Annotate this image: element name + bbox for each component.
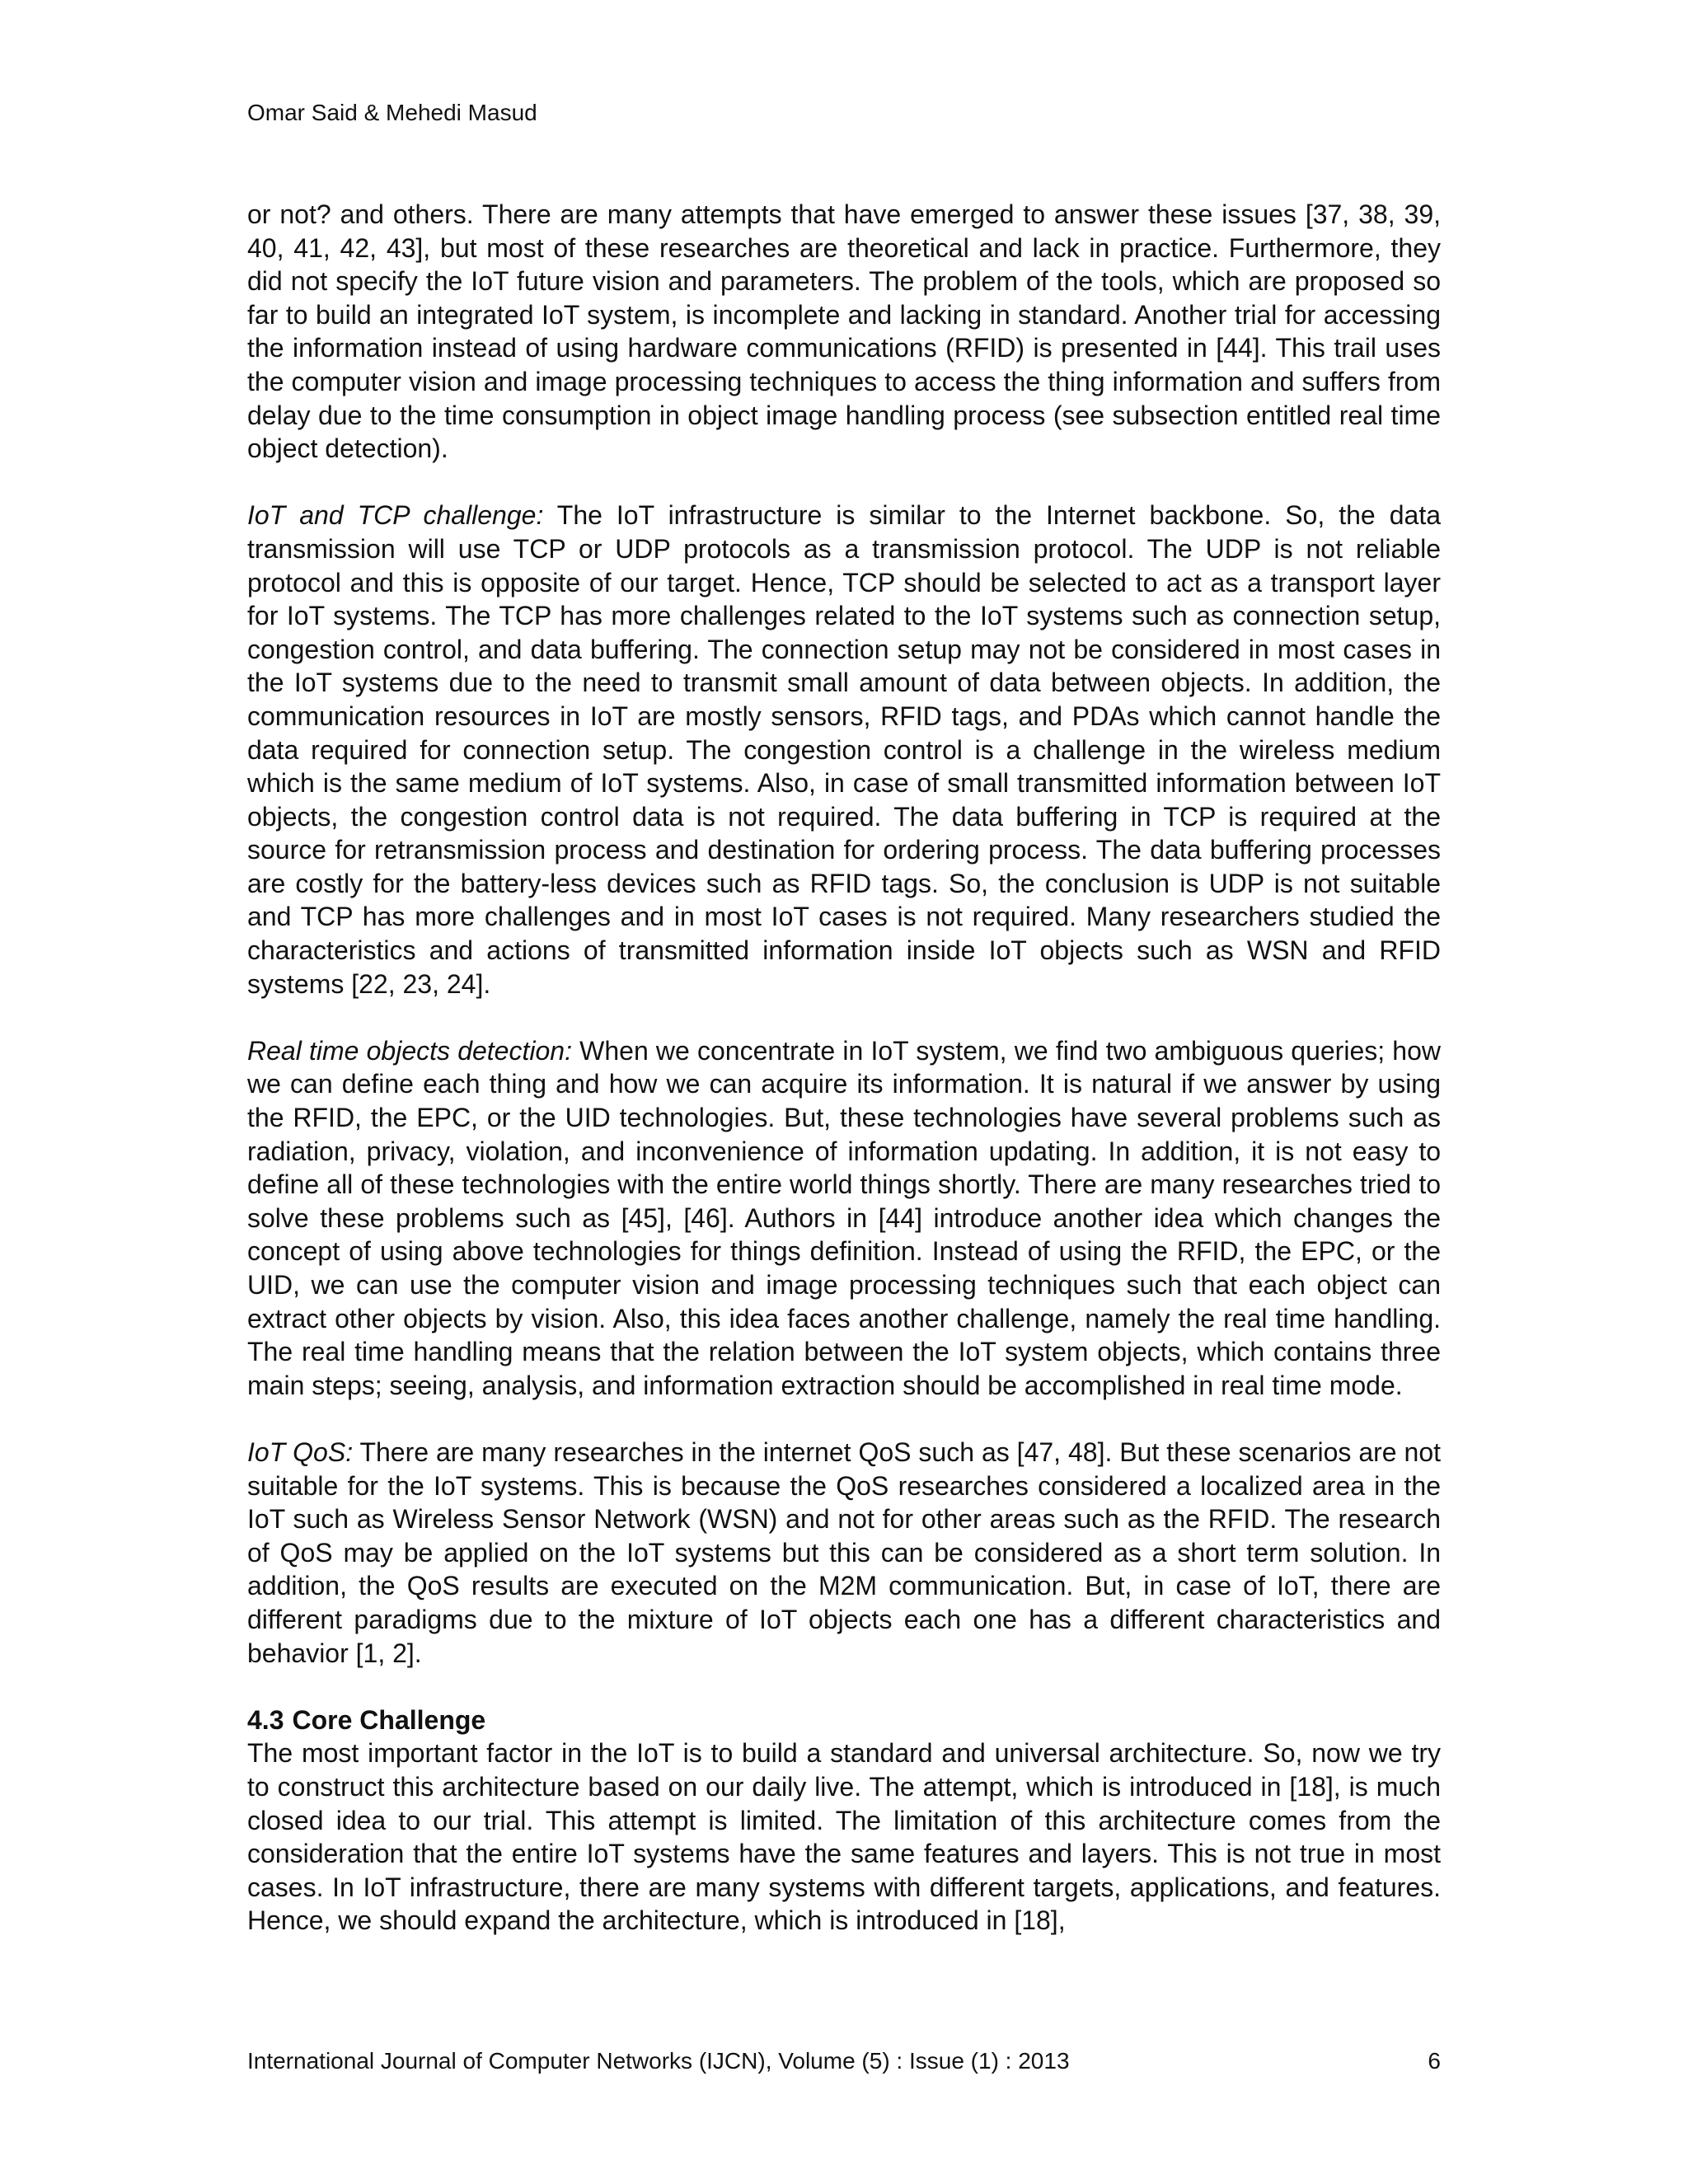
tcp-challenge-text: The IoT infrastructure is similar to the Internet backbone. So, the data transmission will use TCP or UDP protocols as a transmission protocol. The UDP is not reliable protocol and this is opposite of our target. Hence, TCP should be selected to act as a transport layer for IoT systems. The TCP has more challenges related to the IoT systems such as connection setup, congestion control, and data buffering. The connection setup may not be considered in most cases in the IoT systems due to the need to transmit small amount of data between objects. In addition, the communication resources in IoT are mostly sensors, RFID tags, and PDAs which cannot handle the data required for connection setup. The congestion control is a challenge in the wireless medium which is the same medium of IoT systems. Also, in case of small transmitted information between IoT objects, the congestion control data is not required. The data buffering in TCP is required at the source for retransmission process and destination for ordering process. The data buffering processes are costly for the battery-less devices such as RFID tags. So, the conclusion is UDP is not suitable and TCP has more challenges and in most IoT cases is not required. Many researchers studied the characteristics and actions of transmitted information inside IoT objects such as WSN and RFID systems [22, 23, 24].: [247, 500, 1442, 999]
realtime-detection-text: When we concentrate in IoT system, we find two ambiguous queries; how we can define each thing and how we can acquire its information. It is natural if we answer by using the RFID, the EPC, or the UID technologies. But, these technologies have several problems such as radiation, privacy, violation, and inconvenience of information updating. In addition, it is not easy to define all of these technologies with the entire world things shortly. There are many researches tried to solve these problems such as [45], [46]. Authors in [44] introduce another idea which changes the concept of using above technologies for things definition. Instead of using the RFID, the EPC, or the UID, we can use the computer vision and image processing techniques such that each object can extract other objects by vision. Also, this idea faces another challenge, namely the real time handling. The real time handling means that the relation between the IoT system objects, which contains three main steps; seeing, analysis, and information extraction should be accomplished in real time mode.: [247, 1035, 1442, 1400]
paragraph-tcp-challenge: [247, 499, 1441, 1001]
footer-journal-citation: International Journal of Computer Networks (IJCN), Volume (5) : Issue (1) : 2013: [247, 2048, 1070, 2074]
section-number: 4.3: [247, 1704, 284, 1735]
footer-page-number: 6: [1428, 2048, 1441, 2074]
paragraph-core-challenge: The most important factor in the IoT is to build a standard and universal architecture. So, now we try to construct this architecture based on our daily live. The attempt, which is introduced in [18], is much closed idea to our trial. This attempt is limited. The limitation of this architecture comes from the consideration that the entire IoT systems have the same features and layers. This is not true in most cases. In IoT infrastructure, there are many systems with different targets, applications, and features. Hence, we should expand the architecture, which is introduced in [18],: [247, 1738, 1441, 1936]
running-head-authors: Omar Said & Mehedi Masud: [247, 100, 537, 125]
page-footer: [247, 2047, 1441, 2075]
section-title: Core Challenge: [292, 1704, 486, 1735]
paragraph-realtime-detection: [247, 1034, 1441, 1403]
paragraph-intro: or not? and others. There are many attempts that have emerged to answer these issues [37, 38, 39, 40, 41, 42, 43], but most of these researches are theoretical and lack in practice. Furthermore, they did not specify the IoT future vision and parameters. The problem of the tools, which are proposed so far to build an integrated IoT system, is incomplete and lacking in standard. Another trial for accessing the information instead of using hardware communications (RFID) is presented in [44]. This trail uses the computer vision and image processing techniques to access the thing information and suffers from delay due to the time consumption in object image handling process (see subsection entitled real time object detection).: [247, 199, 1441, 464]
paragraph-iot-qos: [247, 1436, 1441, 1670]
iot-qos-lead: IoT QoS:: [247, 1436, 354, 1467]
realtime-detection-lead: Real time objects detection:: [247, 1035, 572, 1066]
iot-qos-text: There are many researches in the internet QoS such as [47, 48]. But these scenarios are not suitable for the IoT systems. This is because the QoS researches considered a localized area in the IoT such as Wireless Sensor Network (WSN) and not for other areas such as the RFID. The research of QoS may be applied on the IoT systems but this can be considered as a short term solution. In addition, the QoS results are executed on the M2M communication. But, in case of IoT, there are different paradigms due to the mixture of IoT objects each one has a different characteristics and behavior [1, 2].: [247, 1436, 1442, 1668]
tcp-challenge-lead: IoT and TCP challenge:: [247, 500, 544, 531]
section-heading-core-challenge: [247, 1704, 1441, 1737]
body-text: [247, 198, 1441, 1971]
